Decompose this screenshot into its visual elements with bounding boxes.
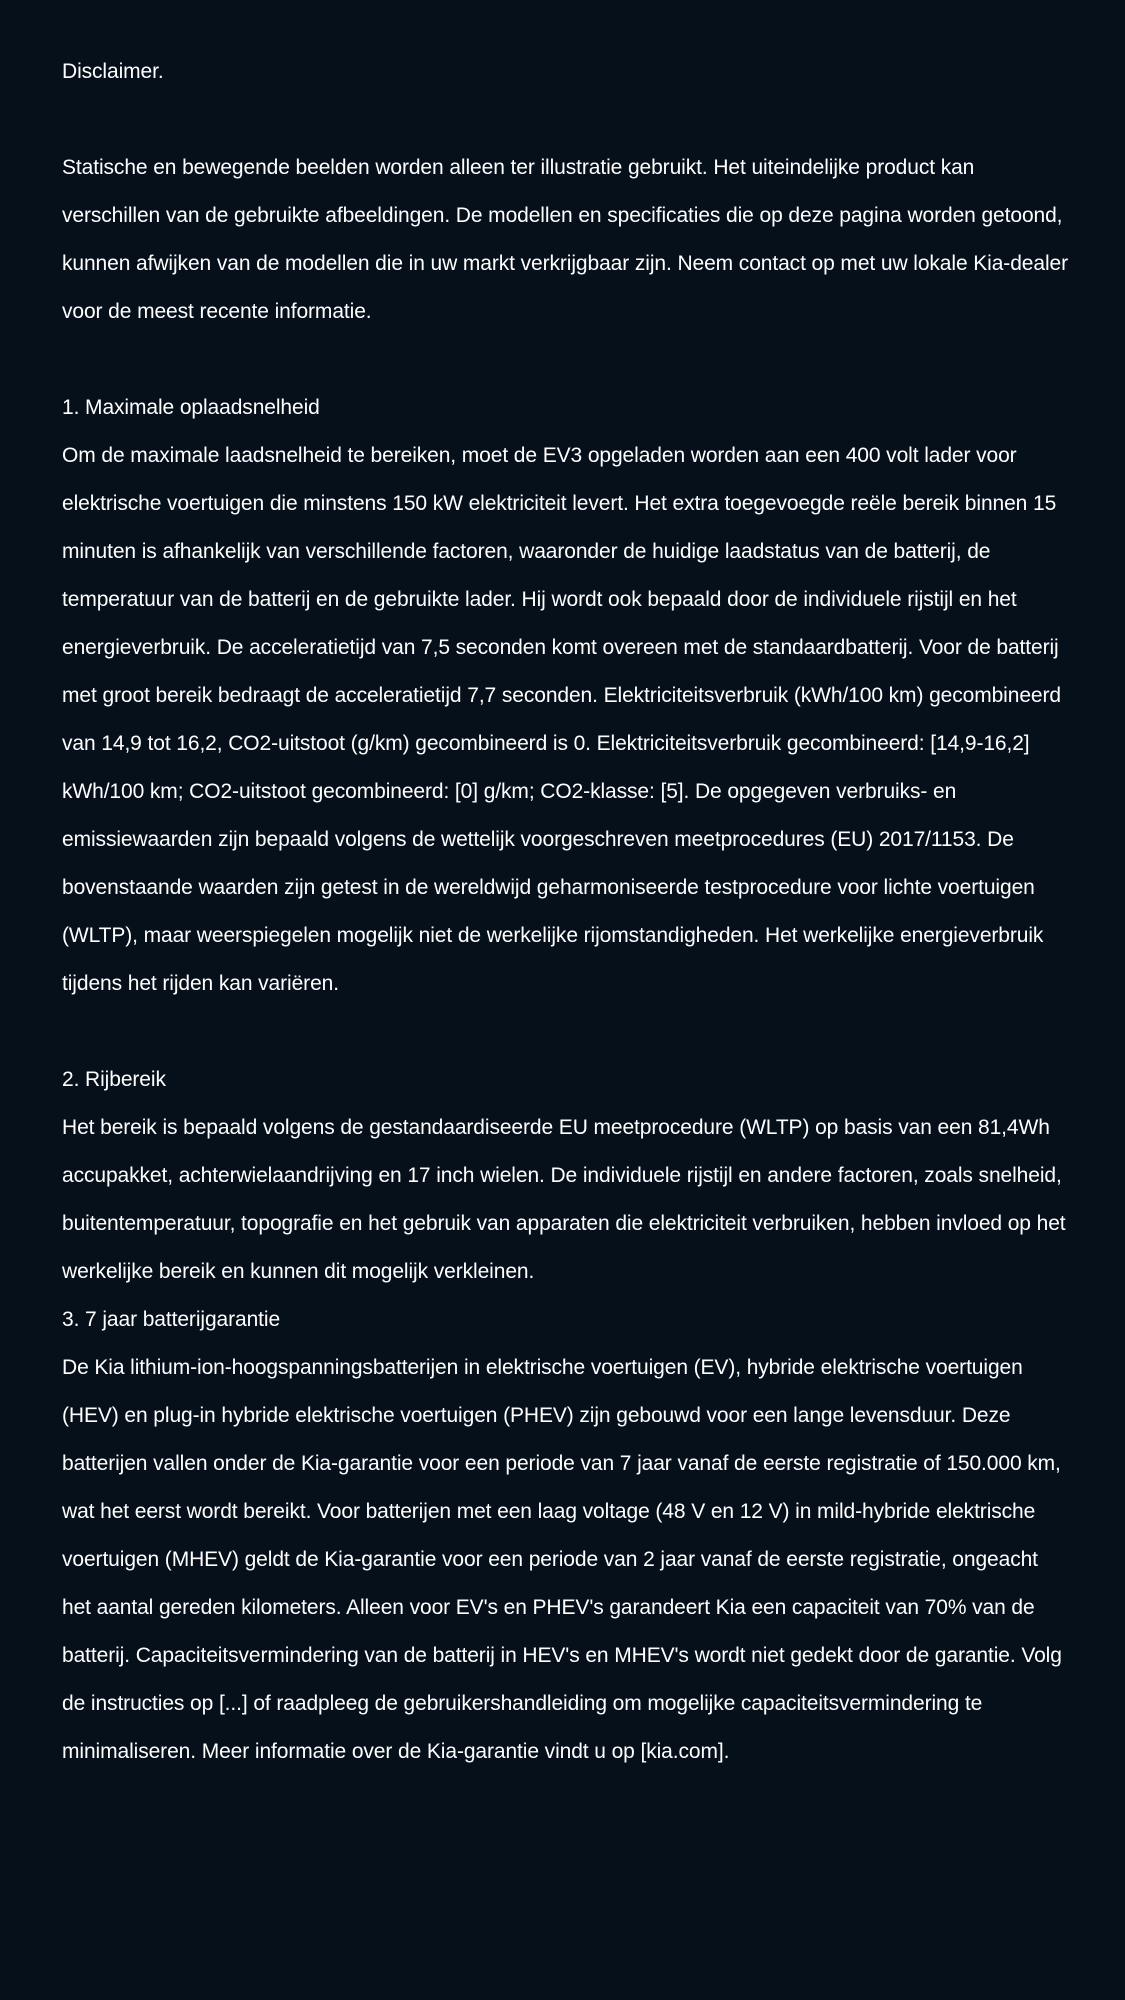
section-title-charging-speed: 1. Maximale oplaadsnelheid bbox=[62, 396, 320, 419]
section-title-battery-warranty: 3. 7 jaar batterijgarantie bbox=[62, 1308, 281, 1331]
disclaimer-intro: Statische en bewegende beelden worden alleen ter illustratie gebruikt. Het uiteindelijke product kan verschillen van de gebruikte afbeeldingen. De modellen en specificaties die op deze pagina worden getoond, kunnen afwijken van de modellen die in uw markt verkrijgbaar zijn. Neem contact op met uw lokale Kia-dealer voor de meest recente informatie. bbox=[62, 156, 1068, 323]
section-body-charging-speed: Om de maximale laadsnelheid te bereiken, moet de EV3 opgeladen worden aan een 400 volt lader voor elektrische voertuigen die minstens 150 kW elektriciteit levert. Het extra toegevoegde reële bereik binnen 15 minuten is afhankelijk van verschillende factoren, waaronder de huidige laadstatus van de batterij, de temperatuur van de batterij en de gebruikte lader. Hij wordt ook bepaald door de individuele rijstijl en het energieverbruik. De acceleratietijd van 7,5 seconden komt overeen met de standaardbatterij. Voor de batterij met groot bereik bedraagt de acceleratietijd 7,7 seconden. Elektriciteitsverbruik (kWh/100 km) gecombineerd van 14,9 tot 16,2, CO2-uitstoot (g/km) gecombineerd is 0. Elektriciteitsverbruik gecombineerd: [14,9-16,2] kWh/100 km; CO2-uitstoot gecombineerd: [0] g/km; CO2-klasse: [5]. De opgegeven verbruiks- en emissiewaarden zijn bepaald volgens de wettelijk voorgeschreven meetprocedures (EU) 2017/1153. De bovenstaande waarden zijn getest in de wereldwijd geharmoniseerde testprocedure voor lichte voertuigen (WLTP), maar weerspiegelen mogelijk niet de werkelijke rijomstandigheden. Het werkelijke energieverbruik tijdens het rijden kan variëren. bbox=[62, 444, 1061, 995]
spacer bbox=[62, 336, 1072, 384]
section-body-battery-warranty: De Kia lithium-ion-hoogspanningsbatterijen in elektrische voertuigen (EV), hybride elektrische voertuigen (HEV) en plug-in hybride elektrische voertuigen (PHEV) zijn gebouwd voor een lange levensduur. Deze batterijen vallen onder de Kia-garantie voor een periode van 7 jaar vanaf de eerste registratie of 150.000 km, wat het eerst wordt bereikt. Voor batterijen met een laag voltage (48 V en 12 V) in mild-hybride elektrische voertuigen (MHEV) geldt de Kia-garantie voor een periode van 2 jaar vanaf de eerste registratie, ongeacht het aantal gereden kilometers. Alleen voor EV's en PHEV's garandeert Kia een capaciteit van 70% van de batterij. Capaciteitsvermindering van de batterij in HEV's en MHEV's wordt niet gedekt door de garantie. Volg de instructies op [...] of raadpleeg de gebruikershandleiding om mogelijke capaciteitsvermindering te minimaliseren. Meer informatie over de Kia-garantie vindt u op [kia.com]. bbox=[62, 1356, 1062, 1763]
disclaimer-title: Disclaimer. bbox=[62, 60, 164, 83]
disclaimer-content bbox=[62, 48, 1072, 1776]
section-body-range: Het bereik is bepaald volgens de gestandaardiseerde EU meetprocedure (WLTP) op basis van een 81,4Wh accupakket, achterwielaandrijving en 17 inch wielen. De individuele rijstijl en andere factoren, zoals snelheid, buitentemperatuur, topografie en het gebruik van apparaten die elektriciteit verbruiken, hebben invloed op het werkelijke bereik en kunnen dit mogelijk verkleinen. bbox=[62, 1116, 1066, 1283]
spacer bbox=[62, 1008, 1072, 1056]
section-title-range: 2. Rijbereik bbox=[62, 1068, 166, 1091]
spacer bbox=[62, 96, 1072, 144]
